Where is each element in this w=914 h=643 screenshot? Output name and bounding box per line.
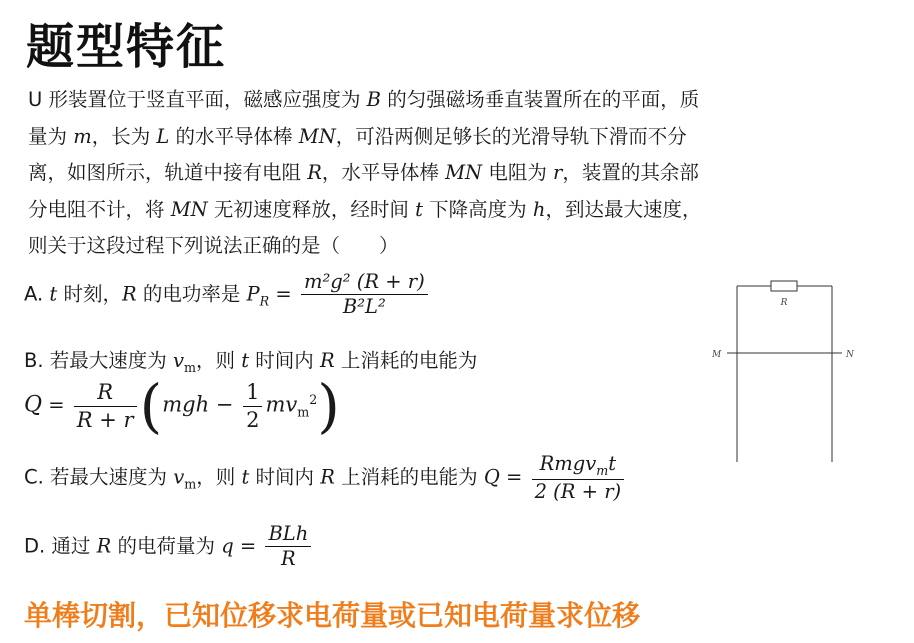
u-rail-circuit-diagram	[700, 276, 870, 466]
resistor-label: R	[780, 298, 788, 308]
question-stem	[28, 82, 858, 265]
label-n: N	[846, 350, 854, 360]
stem-line-4: 分电阻不计，将 MN 无初速度释放，经时间 t 下降高度为 h，到达最大速度，	[28, 197, 702, 221]
option-c: C. 若最大速度为 $v_m$，则 t 时间内 R 上消耗的电能为 Q = $\frac{Rmgv_mt}{2 (R + r)}$	[24, 452, 627, 504]
stem-line-3: 离，如图所示，轨道中接有电阻 R，水平导体棒 MN 电阻为 r，装置的其余部	[28, 161, 699, 184]
label-m: M	[712, 350, 722, 360]
option-c-fraction: $\frac{Rmgv_mt}{2 (R + r)}$	[532, 452, 625, 504]
option-a: A. t 时刻，R 的电功率是 $P_R$ = $\frac{\text{m²g² (R + r)}}{\text{B²L²}}$	[24, 270, 431, 320]
option-b-text: B. 若最大速度为 $v_m$，则 t 时间内 R 上消耗的电能为	[24, 349, 478, 375]
option-d: D. 通过 R 的电荷量为 q = $\frac{\text{BLh}}{R}$	[24, 522, 314, 572]
stem-line-5: 则关于这段过程下列说法正确的是（ ）	[28, 234, 399, 257]
page-title: 题型特征	[26, 19, 227, 75]
option-b-formula: Q = $\frac{R}{R + r}$ (mgh − $\frac{1}{2}$ $mv_m^2$)	[24, 372, 340, 440]
stem-line-1: U 形装置位于竖直平面，磁感应强度为 B 的匀强磁场垂直装置所在的平面，质	[28, 88, 700, 111]
footer-summary: 单棒切割，已知位移求电荷量或已知电荷量求位移	[24, 599, 641, 632]
option-d-fraction: $\frac{\text{BLh}}{R}$	[265, 522, 311, 572]
option-a-fraction: $\frac{\text{m²g² (R + r)}}{\text{B²L²}}$	[301, 270, 428, 320]
stem-line-2: 量为 m，长为 L 的水平导体棒 MN，可沿两侧足够长的光滑导轨下滑而不分	[28, 124, 687, 148]
resistor-symbol	[771, 281, 797, 291]
